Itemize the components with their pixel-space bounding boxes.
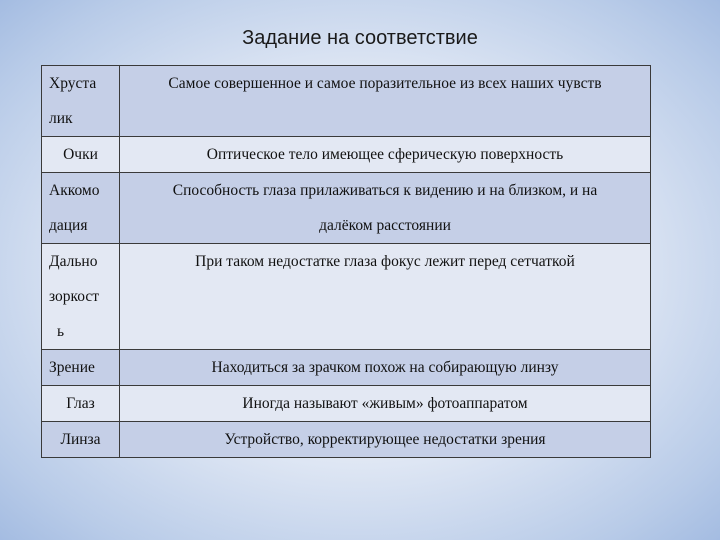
term-text: дация [49,217,88,234]
term-cell [42,350,120,386]
definition-text: Находиться за зрачком похож на собирающую линзу [211,359,559,376]
table-row [42,422,651,458]
definition-cell [120,422,651,458]
definition-text: Самое совершенное и самое поразительное из всех наших чувств [168,75,602,92]
definition-text: далёком расстоянии [319,217,451,234]
term-cell [42,244,120,350]
term-text: Хруста [49,75,97,92]
term-text: ь [57,323,65,340]
term-text: зоркост [49,288,100,305]
definition-cell [120,173,651,244]
definition-cell [120,350,651,386]
definition-cell [120,386,651,422]
term-text: Линза [60,431,101,448]
definition-cell [120,244,651,350]
term-text: Зрение [49,359,95,376]
definition-text: Оптическое тело имеющее сферическую поверхность [206,146,564,163]
definition-cell [120,137,651,173]
term-text: Глаз [66,395,95,412]
table-row [42,66,651,137]
term-cell [42,173,120,244]
table-row [42,350,651,386]
term-text: Дально [49,253,98,270]
table-row [42,244,651,350]
slide-title: Задание на соответствие [242,27,478,49]
table-row [42,386,651,422]
term-text: Очки [63,146,98,163]
term-cell [42,422,120,458]
term-cell [42,386,120,422]
definition-cell [120,66,651,137]
term-text: лик [49,110,73,127]
definition-text: При таком недостатке глаза фокус лежит перед сетчаткой [195,253,575,270]
definition-text: Иногда называют «живым» фотоаппаратом [242,395,528,412]
table-row [42,173,651,244]
term-text: Аккомо [49,182,100,199]
term-cell [42,66,120,137]
definition-text: Устройство, корректирующее недостатки зрения [224,431,546,448]
matching-table [41,65,651,458]
definition-text: Способность глаза прилаживаться к видению и на близком, и на [172,182,598,199]
term-cell [42,137,120,173]
table-row [42,137,651,173]
